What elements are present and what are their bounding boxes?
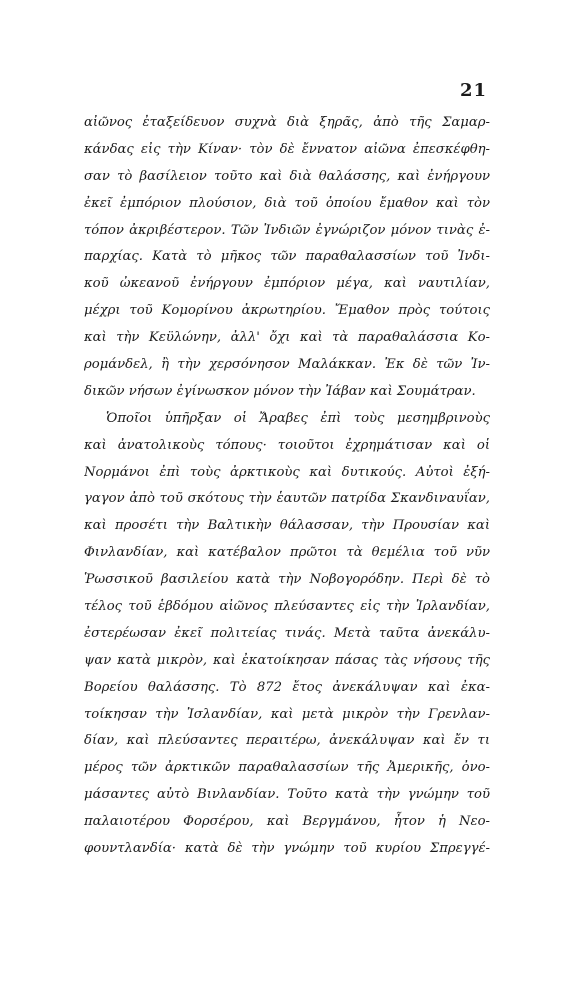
text-line: κοῦ ὠκεανοῦ ἐνήργουν ἐμπόριον μέγα, καὶ ναυτιλίαν, (84, 276, 490, 292)
text-line: μέρος τῶν ἀρκτικῶν παραθαλασσίων τῆς Ἀμερικῆς, ὀνο- (84, 760, 490, 776)
text-line: Νορμάνοι ἐπὶ τοὺς ἀρκτικοὺς καὶ δυτικούς. Αὐτοὶ ἐξή- (84, 464, 490, 480)
text-line: δικῶν νήσων ἐγίνωσκον μόνον τὴν Ἰάβαν καὶ Σουμάτραν. (84, 383, 476, 399)
text-line: τέλος τοῦ ἑβδόμου αἰῶνος πλεύσαντες εἰς τὴν Ἰρλανδίαν, (84, 599, 490, 615)
text-line: ψαν κατὰ μικρὸν, καὶ ἐκατοίκησαν πάσας τὰς νήσους τῆς (84, 652, 490, 668)
text-line: Φινλανδίαν, καὶ κατέβαλον πρῶτοι τὰ θεμέλια τοῦ νῦν (84, 545, 490, 561)
text-line: κάνδας εἰς τὴν Κίναν· τὸν δὲ ἔννατον αἰῶνα ἐπεσκέφθη- (84, 141, 490, 157)
paragraph-start-line: Ὁποῖοι ὑπῆρξαν οἱ Ἄραβες ἐπὶ τοὺς μεσημβρινοὺς (106, 410, 490, 426)
text-line: σαν τὸ βασίλειον τοῦτο καὶ διὰ θαλάσσης, καὶ ἐνήργουν (84, 168, 490, 184)
text-line: τόπον ἀκριβέστερον. Τῶν Ἰνδιῶν ἐγνώριζον μόνον τινὰς ἐ- (84, 222, 490, 238)
text-line: παρχίας. Κατὰ τὸ μῆκος τῶν παραθαλασσίων τοῦ Ἰνδι- (84, 249, 490, 265)
text-line: ἐστερέωσαν ἐκεῖ πολιτείας τινάς. Μετὰ ταῦτα ἀνεκάλυ- (84, 625, 490, 641)
text-line: αἰῶνος ἐταξείδευον συχνὰ διὰ ξηρᾶς, ἀπὸ τῆς Σαμαρ- (84, 115, 490, 130)
page-number: 21 (459, 80, 487, 101)
text-line: Βορείου θαλάσσης. Τὸ 872 ἔτος ἀνεκάλυψαν καὶ ἐκα- (84, 679, 490, 695)
text-line: καὶ τὴν Κεϋλώνην, ἀλλ' ὄχι καὶ τὰ παραθαλάσσια Κο- (84, 330, 490, 346)
text-line: ρομάνδελ, ἢ τὴν χερσόνησον Μαλάκκαν. Ἐκ δὲ τῶν Ἰν- (84, 357, 490, 373)
text-line: Ῥωσσικοῦ βασιλείου κατὰ τὴν Νοβογορόδην. Περὶ δὲ τὸ (84, 572, 490, 588)
text-line: φουντλανδία· κατὰ δὲ τὴν γνώμην τοῦ κυρίου Σπρεγγέ- (84, 841, 490, 857)
text-line: μέχρι τοῦ Κομορίνου ἀκρωτηρίου. Ἔμαθον πρὸς τούτοις (84, 303, 490, 319)
text-line: τοίκησαν τὴν Ἰσλανδίαν, καὶ μετὰ μικρὸν τὴν Γρενλαν- (84, 706, 490, 722)
text-line: ἐκεῖ ἐμπόριον πλούσιον, διὰ τοῦ ὁποίου ἔμαθον καὶ τὸν (84, 195, 490, 211)
text-line: γαγον ἀπὸ τοῦ σκότους τὴν ἑαυτῶν πατρίδα Σκανδιναυΐαν, (84, 491, 490, 507)
text-line: μάσαντες αὐτὸ Βινλανδίαν. Τοῦτο κατὰ τὴν γνώμην τοῦ (84, 787, 490, 803)
text-line: δίαν, καὶ πλεύσαντες περαιτέρω, ἀνεκάλυψαν καὶ ἔν τι (84, 733, 490, 749)
text-line: καὶ ἀνατολικοὺς τόπους· τοιοῦτοι ἐχρημάτισαν καὶ οἱ (84, 437, 490, 453)
body-text (84, 110, 490, 863)
text-line: παλαιοτέρου Φορσέρου, καὶ Βεργμάνου, ἦτον ἡ Νεο- (84, 814, 490, 830)
text-line: καὶ προσέτι τὴν Βαλτικὴν θάλασσαν, τὴν Προυσίαν καὶ (84, 518, 490, 534)
